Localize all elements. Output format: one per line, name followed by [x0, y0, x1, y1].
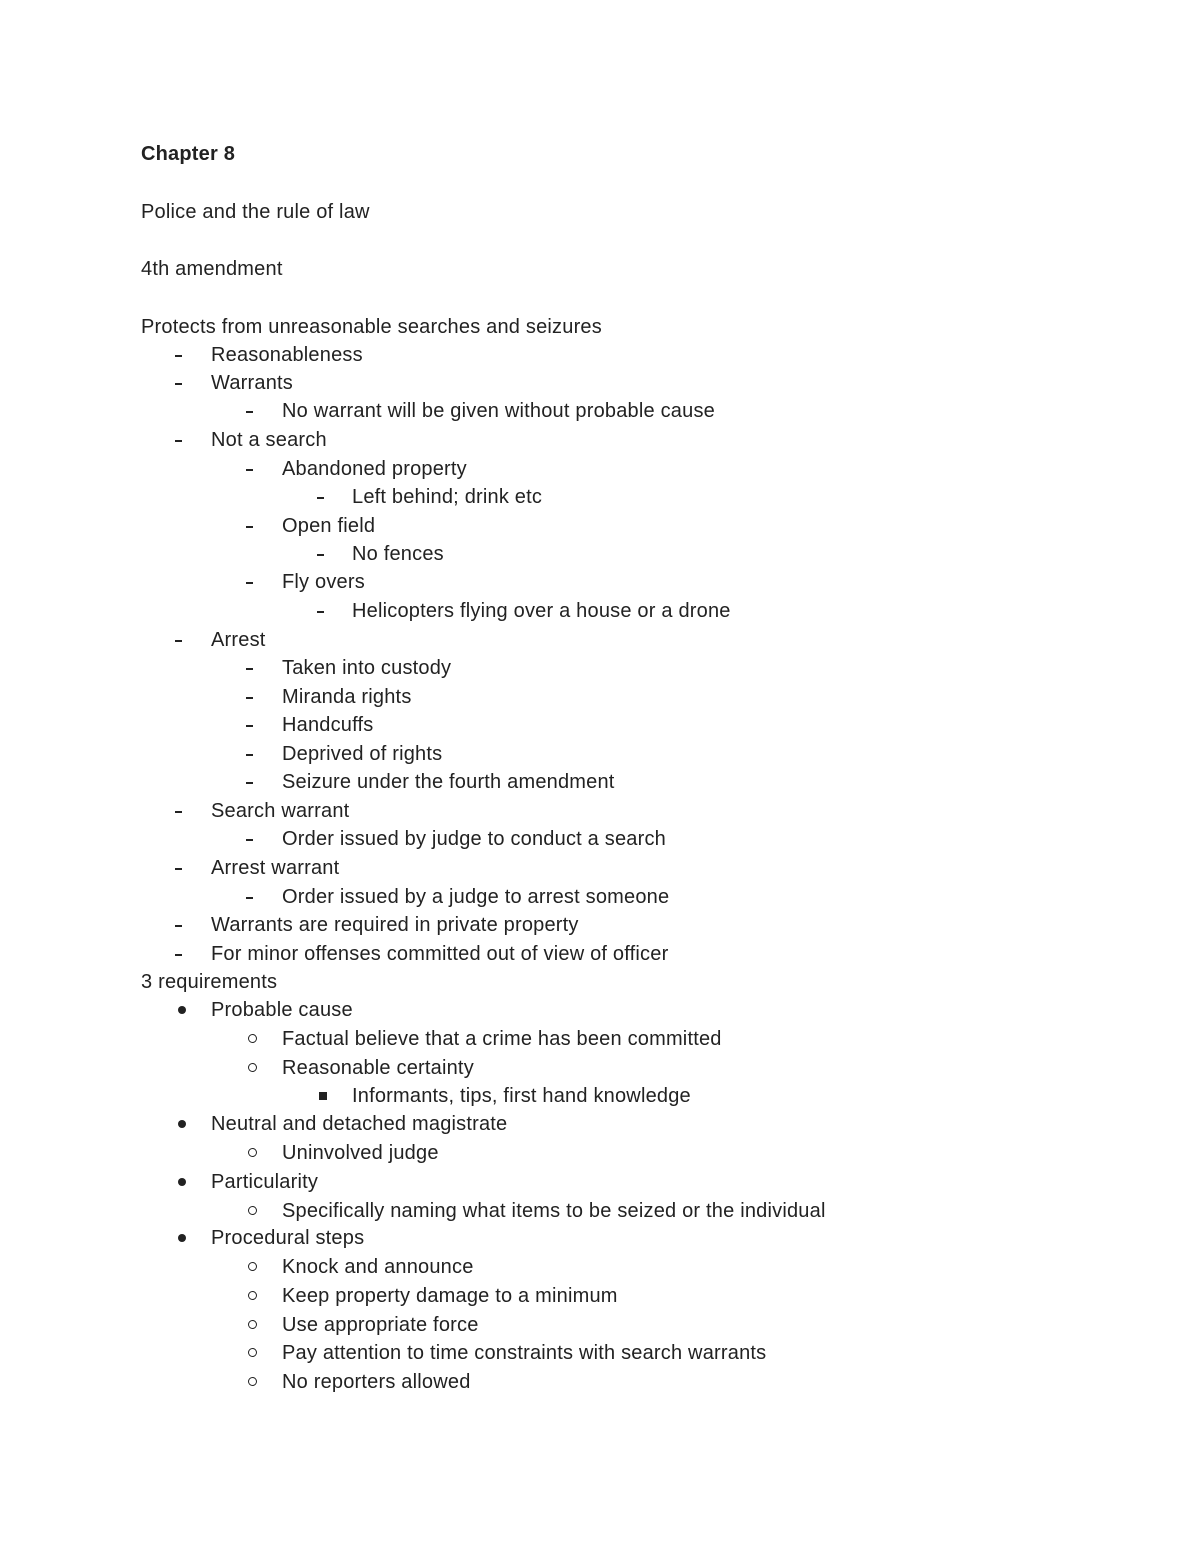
list-item-level3: No fences [352, 543, 444, 565]
dash-bullet [317, 497, 324, 499]
list-item-level2: Fly overs [282, 571, 365, 593]
dash-bullet [246, 725, 253, 727]
requirement-item: Neutral and detached magistrate [211, 1113, 508, 1135]
circle-bullet [248, 1348, 257, 1357]
dash-bullet [246, 526, 253, 528]
dash-bullet [175, 440, 182, 442]
list-item-level2: Order issued by judge to conduct a search [282, 828, 666, 850]
dash-bullet [246, 582, 253, 584]
list-item-level1: Arrest [211, 629, 266, 651]
list-item-level1: Search warrant [211, 800, 350, 822]
requirement-subitem: Specifically naming what items to be seized or the individual [282, 1200, 826, 1222]
circle-bullet [248, 1291, 257, 1300]
requirement-item: Procedural steps [211, 1227, 365, 1249]
list-item-level2: Abandoned property [282, 458, 467, 480]
list-item-level1: Not a search [211, 429, 327, 451]
list-item-level3: Left behind; drink etc [352, 486, 543, 508]
list-item-level2: Deprived of rights [282, 743, 443, 765]
list-item-level1: Reasonableness [211, 344, 363, 366]
dash-bullet [175, 868, 182, 870]
dash-bullet [246, 782, 253, 784]
dash-bullet [246, 697, 253, 699]
dash-bullet [246, 668, 253, 670]
square-bullet [319, 1092, 327, 1100]
list-item-level1: Arrest warrant [211, 857, 340, 879]
list-item-level1: For minor offenses committed out of view of officer [211, 943, 669, 965]
circle-bullet [248, 1034, 257, 1043]
dash-bullet [246, 411, 253, 413]
circle-bullet [248, 1377, 257, 1386]
dash-bullet [175, 383, 182, 385]
disc-bullet [178, 1006, 186, 1014]
requirement-subitem: Reasonable certainty [282, 1057, 474, 1079]
list-item-level2: Seizure under the fourth amendment [282, 771, 615, 793]
dash-bullet [175, 925, 182, 927]
disc-bullet [178, 1178, 186, 1186]
list-item-level2: Order issued by a judge to arrest someone [282, 886, 670, 908]
dash-bullet [317, 611, 324, 613]
requirement-subitem: Uninvolved judge [282, 1142, 439, 1164]
section-heading: 4th amendment [141, 258, 283, 280]
requirement-subitem: Use appropriate force [282, 1314, 479, 1336]
circle-bullet [248, 1206, 257, 1215]
list-item-level2: Miranda rights [282, 686, 412, 708]
dash-bullet [246, 897, 253, 899]
list-item-level2: Handcuffs [282, 714, 374, 736]
dash-bullet [175, 355, 182, 357]
dash-bullet [175, 640, 182, 642]
disc-bullet [178, 1120, 186, 1128]
requirement-subitem: Factual believe that a crime has been committed [282, 1028, 722, 1050]
list-item-level2: Open field [282, 515, 376, 537]
requirement-subitem: No reporters allowed [282, 1371, 471, 1393]
dash-bullet [175, 811, 182, 813]
list-item-level1: Warrants [211, 372, 293, 394]
requirement-item: Particularity [211, 1171, 319, 1193]
requirement-item: Probable cause [211, 999, 353, 1021]
circle-bullet [248, 1262, 257, 1271]
requirement-subitem: Knock and announce [282, 1256, 474, 1278]
dash-bullet [317, 554, 324, 556]
requirements-heading: 3 requirements [141, 971, 278, 993]
requirement-subitem: Keep property damage to a minimum [282, 1285, 618, 1307]
disc-bullet [178, 1234, 186, 1242]
list-item-level2: Taken into custody [282, 657, 452, 679]
list-item-level3: Helicopters flying over a house or a drone [352, 600, 731, 622]
requirement-subitem: Pay attention to time constraints with search warrants [282, 1342, 767, 1364]
requirement-subsubitem: Informants, tips, first hand knowledge [352, 1085, 691, 1107]
circle-bullet [248, 1063, 257, 1072]
dash-bullet [175, 954, 182, 956]
dash-bullet [246, 469, 253, 471]
list-item-level1: Warrants are required in private property [211, 914, 579, 936]
list-item-level2: No warrant will be given without probable cause [282, 400, 715, 422]
circle-bullet [248, 1148, 257, 1157]
chapter-title: Chapter 8 [141, 143, 236, 165]
dash-bullet [246, 839, 253, 841]
subtitle: Police and the rule of law [141, 201, 370, 223]
intro-text: Protects from unreasonable searches and seizures [141, 316, 602, 338]
dash-bullet [246, 754, 253, 756]
circle-bullet [248, 1320, 257, 1329]
